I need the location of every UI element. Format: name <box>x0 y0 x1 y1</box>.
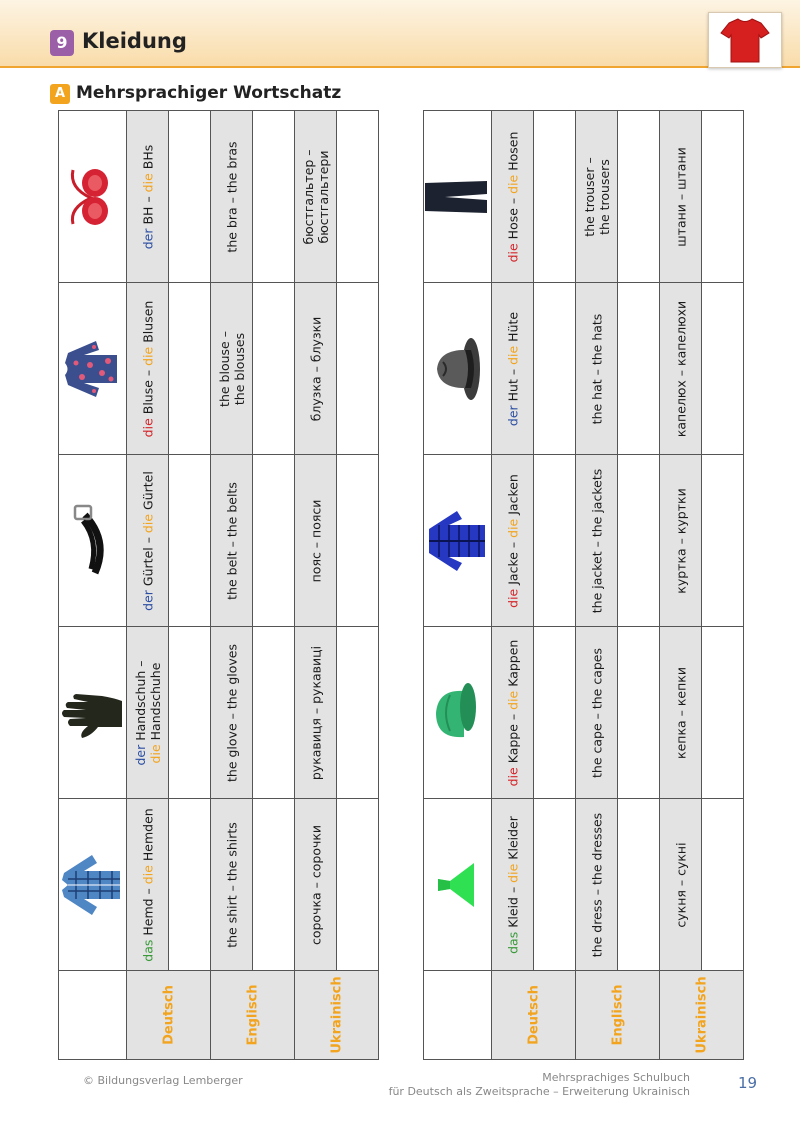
singular-article: die <box>505 766 520 786</box>
plural-article: die <box>140 346 155 366</box>
label-deutsch-cell <box>127 971 211 1060</box>
ukrainian-cell <box>660 455 702 627</box>
label-empty-cell <box>59 971 127 1060</box>
left-row <box>59 455 379 627</box>
picture-cell <box>59 455 127 627</box>
ukrainian-term: кепка – кепки <box>673 666 688 759</box>
english-cell <box>211 627 253 799</box>
writing-cell-english <box>253 455 295 627</box>
writing-cell-english <box>618 799 660 971</box>
dash: – <box>140 365 155 380</box>
picture-cell <box>424 283 492 455</box>
label-ukrainisch-cell <box>660 971 744 1060</box>
ukrainian-cell <box>660 283 702 455</box>
singular-noun: Kleid <box>505 896 520 928</box>
plural-article: die <box>140 172 155 192</box>
space <box>140 414 155 418</box>
dash: – <box>505 364 520 379</box>
space <box>140 586 155 590</box>
singular-article: die <box>505 588 520 608</box>
ukrainian-cell <box>660 111 702 283</box>
plural-noun: Gürtel <box>140 470 155 510</box>
plural-noun: Hemden <box>140 807 155 861</box>
dash: – <box>505 193 520 208</box>
label-englisch: Englisch <box>245 984 260 1046</box>
writing-cell-german <box>534 627 576 799</box>
copyright: © Bildungsverlag Lemberger <box>83 1074 243 1087</box>
english-term: the cape – the capes <box>589 647 604 778</box>
left-row <box>59 283 379 455</box>
space <box>505 927 520 931</box>
right-row <box>424 627 744 799</box>
picture-cell <box>59 283 127 455</box>
german-cell <box>127 111 169 283</box>
english-term: the hat – the hats <box>589 313 604 424</box>
plural-noun: Blusen <box>140 300 155 343</box>
tshirt-icon <box>708 12 782 68</box>
writing-cell-ukrainian <box>337 283 379 455</box>
plural-article: die <box>505 518 520 538</box>
plural-noun: BHs <box>140 144 155 169</box>
writing-cell-german <box>169 455 211 627</box>
german-cell <box>492 283 534 455</box>
ukrainian-term: рукавиця – рукавиці <box>308 645 323 780</box>
dash: – <box>505 882 520 897</box>
singular-noun: BH <box>140 206 155 225</box>
writing-cell-ukrainian <box>337 627 379 799</box>
writing-cell-german <box>169 111 211 283</box>
writing-cell-english <box>253 799 295 971</box>
plural-noun: Kleider <box>505 815 520 860</box>
picture-cell <box>424 455 492 627</box>
ukrainian-term: штани – штани <box>673 146 688 247</box>
space <box>140 861 155 865</box>
english-cell <box>576 283 618 455</box>
singular-noun: Gürtel <box>140 546 155 586</box>
ukrainian-cell <box>660 799 702 971</box>
picture-cell <box>59 799 127 971</box>
english-cell <box>211 283 253 455</box>
german-cell <box>127 627 169 799</box>
plural-noun: Handschuhe <box>147 662 163 740</box>
ukrainian-cell <box>295 111 337 283</box>
singular-noun: Hut <box>505 378 520 401</box>
writing-cell-ukrainian <box>702 283 744 455</box>
ukrainian-term: сукня – сукні <box>673 841 688 928</box>
belt-icon <box>71 503 115 579</box>
chapter-title: Kleidung <box>82 29 187 53</box>
singular-article: der <box>132 744 148 766</box>
section-title: Mehrsprachiger Wortschatz <box>76 83 342 103</box>
singular-article: das <box>505 931 520 954</box>
singular-noun: Jacke <box>505 551 520 585</box>
singular-noun: Hose <box>505 207 520 239</box>
english-term: the trouser – the trousers <box>581 156 612 237</box>
dash: – <box>140 191 155 207</box>
space <box>140 342 155 346</box>
label-empty-cell <box>424 971 492 1060</box>
label-englisch-cell <box>576 971 660 1060</box>
dash: – <box>505 537 520 552</box>
space <box>140 509 155 513</box>
english-term: the bra – the bras <box>224 140 239 253</box>
writing-cell-ukrainian <box>702 799 744 971</box>
english-cell <box>211 455 253 627</box>
ukrainian-cell <box>295 283 337 455</box>
plural-noun: Hosen <box>505 131 520 171</box>
label-ukrainisch-cell <box>295 971 379 1060</box>
german-cell <box>492 111 534 283</box>
writing-cell-english <box>253 111 295 283</box>
left-row <box>59 799 379 971</box>
english-term: the glove – the gloves <box>224 643 239 782</box>
singular-noun: Hemd <box>140 897 155 936</box>
singular-article: das <box>140 939 155 962</box>
plural-noun: Kappen <box>505 639 520 687</box>
writing-cell-german <box>534 111 576 283</box>
right-row <box>424 455 744 627</box>
plural-noun: Hüte <box>505 311 520 342</box>
ukrainian-cell <box>295 627 337 799</box>
singular-article: der <box>140 228 155 249</box>
german-term <box>140 808 155 961</box>
english-term: the belt – the belts <box>224 481 239 600</box>
german-term <box>505 474 520 608</box>
page-number: 19 <box>738 1074 758 1092</box>
german-term <box>505 816 520 954</box>
chapter-number: 9 <box>50 30 74 56</box>
dash: – <box>505 709 520 724</box>
right-row <box>424 283 744 455</box>
german-term <box>505 311 520 425</box>
plural-article: die <box>140 864 155 884</box>
glove-icon <box>58 685 128 741</box>
english-cell <box>576 455 618 627</box>
label-ukrainisch: Ukrainisch <box>329 976 344 1054</box>
left-row <box>59 627 379 799</box>
writing-cell-english <box>253 283 295 455</box>
bra-icon <box>65 166 121 228</box>
book-title <box>380 1071 690 1100</box>
english-term: the dress – the dresses <box>589 812 604 957</box>
picture-cell <box>424 627 492 799</box>
blouse-icon <box>62 339 124 399</box>
german-cell <box>492 799 534 971</box>
space <box>505 401 520 405</box>
german-cell <box>492 627 534 799</box>
german-cell <box>492 455 534 627</box>
label-deutsch: Deutsch <box>526 985 541 1045</box>
left-label-row <box>59 971 379 1060</box>
plural-article: die <box>505 345 520 365</box>
space <box>505 686 520 690</box>
plural-article: die <box>140 513 155 533</box>
vocab-table-left <box>58 110 379 1060</box>
english-term: the jacket – the jackets <box>589 468 604 613</box>
cap-icon <box>430 681 486 745</box>
writing-cell-german <box>169 283 211 455</box>
plural-article: die <box>505 863 520 883</box>
label-ukrainisch: Ukrainisch <box>694 976 709 1054</box>
writing-cell-english <box>618 455 660 627</box>
writing-cell-ukrainian <box>702 455 744 627</box>
ukrainian-term: сорочка – сорочки <box>308 824 323 945</box>
book-title-line2: für Deutsch als Zweitsprache – Erweiterung Ukrainisch <box>388 1085 690 1099</box>
writing-cell-german <box>169 627 211 799</box>
space <box>505 763 520 767</box>
space <box>505 514 520 518</box>
writing-cell-english <box>253 627 295 799</box>
dress-icon <box>436 855 480 915</box>
vocab-table-right <box>423 110 744 1060</box>
trousers-icon <box>423 177 493 217</box>
german-term <box>505 639 520 786</box>
space <box>140 169 155 173</box>
writing-cell-english <box>618 627 660 799</box>
singular-noun: Bluse <box>140 379 155 414</box>
writing-cell-ukrainian <box>337 455 379 627</box>
writing-cell-german <box>534 455 576 627</box>
writing-cell-ukrainian <box>702 111 744 283</box>
writing-cell-ukrainian <box>702 627 744 799</box>
label-deutsch: Deutsch <box>161 985 176 1045</box>
english-cell <box>211 799 253 971</box>
ukrainian-cell <box>295 455 337 627</box>
german-cell <box>127 799 169 971</box>
writing-cell-english <box>618 283 660 455</box>
plural-article: die <box>505 690 520 710</box>
right-label-row <box>424 971 744 1060</box>
jacket-icon <box>425 509 491 573</box>
picture-cell <box>59 111 127 283</box>
section-badge: A <box>50 84 70 104</box>
ukrainian-cell <box>660 627 702 799</box>
ukrainian-cell <box>295 799 337 971</box>
german-term <box>140 471 155 611</box>
writing-cell-ukrainian <box>337 111 379 283</box>
german-term <box>140 144 155 249</box>
singular-article: der <box>140 589 155 611</box>
ukrainian-term: капелюх – капелюхи <box>673 300 688 437</box>
german-cell <box>127 283 169 455</box>
english-term: the shirt – the shirts <box>224 821 239 948</box>
dash: – <box>140 532 155 547</box>
writing-cell-ukrainian <box>337 799 379 971</box>
dash: – <box>140 883 155 898</box>
english-cell <box>576 111 618 283</box>
singular-noun: Kappe <box>505 723 520 763</box>
english-cell <box>211 111 253 283</box>
singular-noun: Handschuh <box>132 670 148 741</box>
picture-cell <box>424 111 492 283</box>
picture-cell <box>59 627 127 799</box>
picture-cell <box>424 799 492 971</box>
english-cell <box>576 627 618 799</box>
singular-article: die <box>505 242 520 262</box>
ukrainian-term: блузка – блузки <box>308 316 323 421</box>
german-cell <box>127 455 169 627</box>
plural-noun: Jacken <box>505 473 520 515</box>
ukrainian-term: бюстгальтер – бюстгальтери <box>300 148 331 245</box>
label-deutsch-cell <box>492 971 576 1060</box>
plural-article: die <box>505 174 520 194</box>
singular-article: der <box>505 404 520 426</box>
dash: – <box>132 659 148 671</box>
space <box>505 170 520 174</box>
singular-article: die <box>140 417 155 437</box>
space <box>505 584 520 588</box>
writing-cell-german <box>534 283 576 455</box>
right-row <box>424 799 744 971</box>
label-englisch-cell <box>211 971 295 1060</box>
left-row <box>59 111 379 283</box>
english-term: the blouse – the blouses <box>216 330 247 407</box>
plural-article: die <box>147 743 163 763</box>
english-cell <box>576 799 618 971</box>
space <box>140 224 155 228</box>
german-term <box>505 131 520 262</box>
label-englisch: Englisch <box>610 984 625 1046</box>
hat-icon <box>429 336 487 402</box>
book-title-line1: Mehrsprachiges Schulbuch <box>542 1071 690 1084</box>
ukrainian-term: куртка – куртки <box>673 487 688 594</box>
writing-cell-german <box>534 799 576 971</box>
right-row <box>424 111 744 283</box>
ukrainian-term: пояс – пояси <box>308 499 323 582</box>
space <box>133 740 148 744</box>
writing-cell-english <box>618 111 660 283</box>
writing-cell-german <box>169 799 211 971</box>
german-term <box>140 300 155 437</box>
shirt-icon <box>60 853 126 917</box>
german-term <box>133 660 163 765</box>
